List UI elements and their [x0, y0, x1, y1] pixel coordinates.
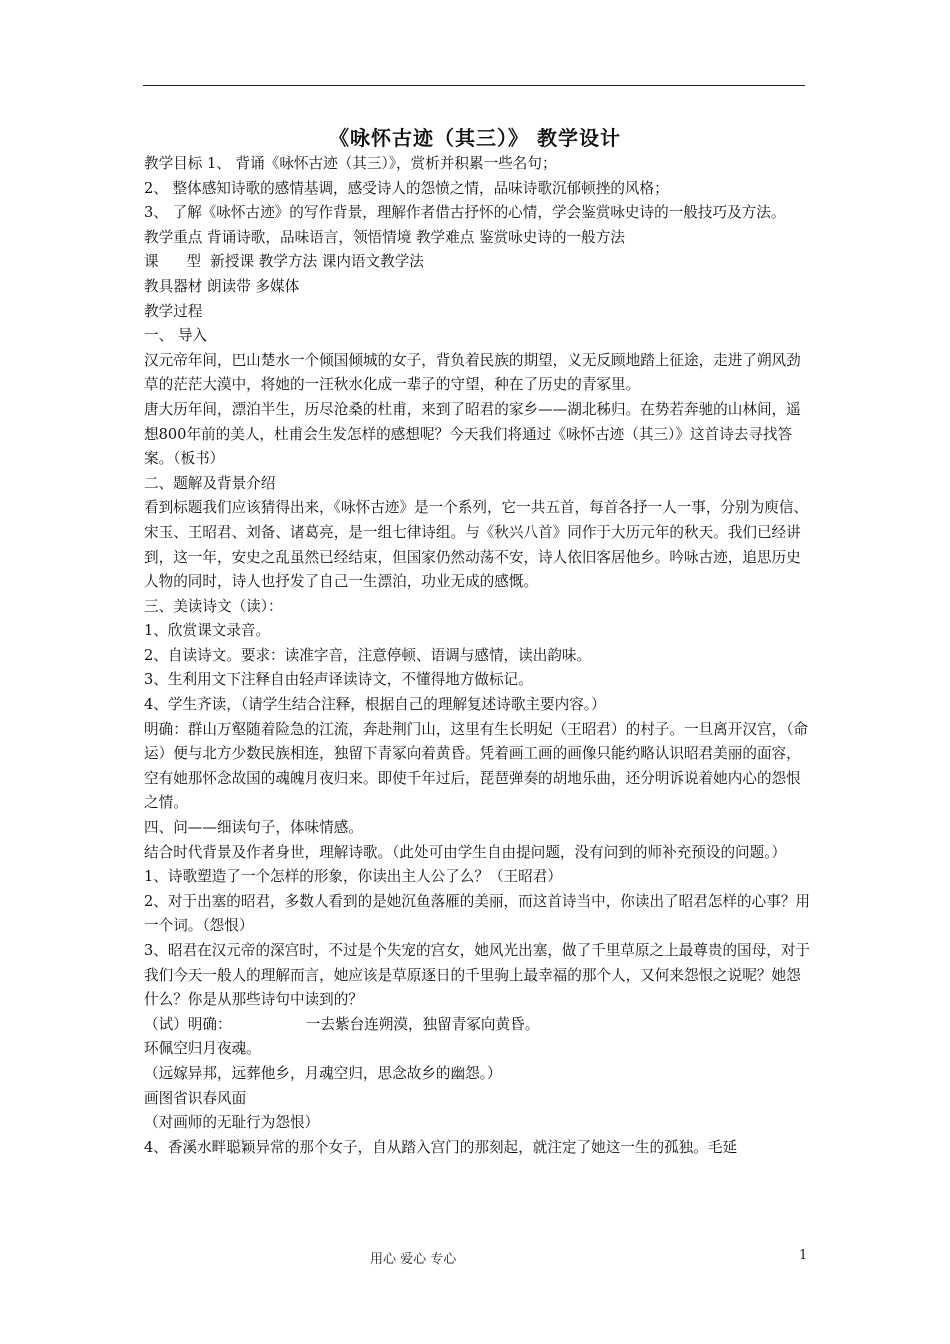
process-heading: 教学过程	[144, 302, 203, 320]
section-3-heading: 三、美读诗文（读）：	[144, 597, 283, 615]
objective-3: 3、 了解《咏怀古迹》的写作背景，理解作者借古抒怀的心情，学会鉴赏咏史诗的一般技巧及方法。	[144, 204, 786, 222]
page-number: 1	[799, 1248, 808, 1263]
answer-note-2: （对画师的无耻行为怨恨）	[144, 1114, 320, 1132]
clarification-paragraph: 明确：群山万壑随着险急的江流，奔赴荆门山，这里有生长明妃（王昭君）的村子。一旦离开汉宫，（命运）便与北方少数民族相连，独留下青冢向着黄昏。凭着画工画的画像只能约略认识昭君美丽的面容，空有她那怀念故国的魂魄月夜归来。即使千年过后，琵琶弹奏的胡地乐曲，还分明诉说着她内心的怨恨之情。	[144, 720, 809, 812]
poem-line-2: 画图省识春风面	[144, 1089, 247, 1107]
reading-step-1: 1、欣赏课文录音。	[144, 622, 271, 640]
reading-step-4: 4、学生齐读，（请学生结合注释，根据自己的理解复述诗歌主要内容。）	[144, 696, 606, 714]
background-paragraph: 看到标题我们应该猜得出来，《咏怀古迹》是一个系列，它一共五首，每首各抒一人一事，分别为庾信、宋玉、王昭君、刘备、诸葛亮，是一组七律诗组。与《秋兴八首》同作于大历元年的秋天。我们已经讲到，这一年，安史之乱虽然已经结束，但国家仍然动荡不安，诗人依旧客居他乡。吟咏古迹，追思历史人物的同时，诗人也抒发了自己一生漂泊，功业无成的感慨。	[144, 499, 809, 591]
intro-paragraph-2: 唐大历年间，漂泊半生，历尽沧桑的杜甫，来到了昭君的家乡——湖北秭归。在势若奔驰的山林间，遥想800年前的美人，杜甫会生发怎样的感想呢？今天我们将通过《咏怀古迹（其三）》这首诗去寻找答案。（板书）	[144, 400, 801, 468]
teaching-aids: 教具器材 朗读带 多媒体	[144, 277, 300, 295]
intro-paragraph-1: 汉元帝年间，巴山楚水一个倾国倾城的女子，背负着民族的期望，义无反顾地踏上征途，走进了朔风劲草的茫茫大漠中，将她的一汪秋水化成一辈子的守望，种在了历史的青冢里。	[144, 351, 801, 394]
section-4-heading: 四、问——细读句子，体味情感。	[144, 819, 363, 837]
answer-note-1: （远嫁异邦，远葬他乡，月魂空归，思念故乡的幽怨。）	[144, 1064, 502, 1082]
header-rule	[143, 85, 805, 86]
lesson-type: 课 型 新授课 教学方法 课内语文教学法	[144, 253, 424, 271]
answer-lines: （试）明确： 一去紫台连朔漠，独留青冢向黄昏。	[144, 1015, 540, 1033]
poem-line-1: 环佩空归月夜魂。	[144, 1040, 261, 1058]
section-1-heading: 一、 导入	[144, 327, 208, 345]
context-paragraph: 结合时代背景及作者身世，理解诗歌。（此处可由学生自由提问题，没有问到的师补充预设的问题。）	[144, 843, 787, 861]
question-2: 2、对于出塞的昭君，多数人看到的是她沉鱼落雁的美丽，而这首诗当中，你读出了昭君怎样的心事？用一个词。（怨恨）	[144, 892, 811, 935]
footer-text: 用心 爱心 专心	[370, 1252, 457, 1267]
question-3: 3、昭君在汉元帝的深宫时，不过是个失宠的宫女，她风光出塞，做了千里草原之上最尊贵的国母，对于我们今天一般人的理解而言，她应该是草原逐日的千里驹上最幸福的那个人，又何来怨恨之说呢？她怨什么？你是从那些诗句中读到的？	[144, 942, 811, 1009]
section-2-heading: 二、题解及背景介绍	[144, 474, 276, 492]
reading-step-3: 3、生利用文下注释自由轻声译读诗文，不懂得地方做标记。	[144, 671, 533, 689]
document-title: 《咏怀古迹（其三）》 教学设计	[329, 126, 621, 150]
question-4: 4、香溪水畔聪颖异常的那个女子，自从踏入宫门的那刻起，就注定了她这一生的孤独。毛延	[144, 1138, 738, 1156]
key-points: 教学重点 背诵诗歌，品味语言，领悟情境 教学难点 鉴赏咏史诗的一般方法	[144, 228, 625, 246]
objective-2: 2、 整体感知诗歌的感情基调，感受诗人的怨愤之情，品味诗歌沉郁顿挫的风格；	[144, 179, 669, 197]
reading-step-2: 2、自读诗文。要求：读准字音，注意停顿、语调与感情，读出韵味。	[144, 646, 592, 664]
question-1: 1、诗歌塑造了一个怎样的形象，你读出主人公了么？（王昭君）	[144, 868, 562, 886]
document-body	[144, 152, 810, 1160]
objective-1: 教学目标 1、 背诵《咏怀古迹（其三）》，赏析并积累一些名句；	[144, 155, 557, 172]
